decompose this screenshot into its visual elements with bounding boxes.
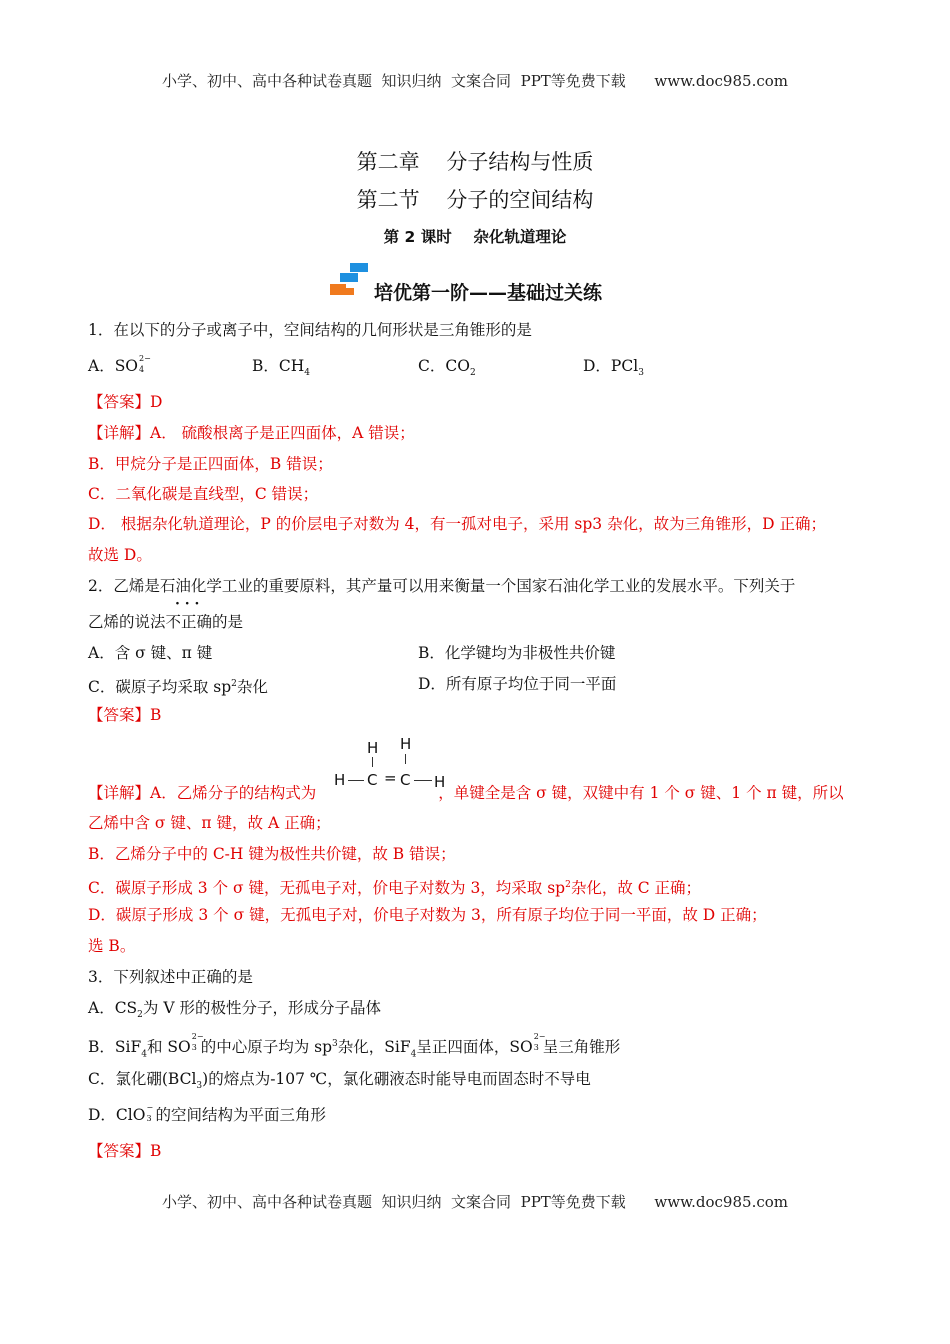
q2-detail-1: 【详解】A．乙烯分子的结构式为 ，单键全是含 σ 键，双键中有 1 个 σ 键、1 个 π 键，所以	[88, 784, 844, 802]
q3-answer: 【答案】B	[88, 1142, 162, 1160]
struct-h-top-left: H	[367, 739, 379, 757]
struct-h-right: H	[434, 773, 446, 791]
chapter-title: 第二章 分子结构与性质	[356, 150, 594, 174]
lesson-title: 第 2 课时 杂化轨道理论	[383, 228, 567, 246]
q1-option-b: B．$CH_4$	[252, 357, 311, 379]
q1-detail-1: 【详解】A． 硫酸根离子是正四面体，A 错误；	[88, 424, 415, 442]
q2-option-c: C．碳原子均采取 $sp^2$杂化	[88, 678, 268, 697]
struct-h-left: H	[334, 771, 346, 789]
emphasis-dots: · · ·	[175, 596, 200, 612]
page-footer: 小学、初中、高中各种试卷真题 知识归纳 文案合同 PPT等免费下载 www.doc985.com	[161, 1193, 788, 1211]
q3-option-d: D．ClO − 3 的空间结构为平面三角形	[88, 1103, 326, 1124]
q1-answer: 【答案】D	[88, 393, 163, 411]
q2-option-d: D．所有原子均位于同一平面	[418, 675, 617, 693]
struct-c1: C	[367, 771, 378, 789]
struct-h-top-right: H	[400, 735, 412, 753]
q2-stem-2: 乙烯的说法不正确的是	[88, 613, 244, 631]
q3-option-a: A．$CS_2$为 V 形的极性分子，形成分子晶体	[88, 999, 381, 1021]
q2-option-a: A．含 σ 键、π 键	[88, 644, 213, 662]
q3-option-c: C．氯化硼(BCl$_3$)的熔点为-107 ℃，氯化硼液态时能导电而固态时不导电	[88, 1070, 591, 1092]
q1-option-c: C．$CO_2$	[418, 357, 476, 379]
q2-answer: 【答案】B	[88, 706, 162, 724]
q1-option-d: D．PCl$_3$	[583, 357, 644, 379]
level-title: 培优第一阶——基础过关练	[374, 282, 603, 304]
q2-detail-2: 乙烯中含 σ 键、π 键，故 A 正确；	[88, 814, 331, 832]
q3-stem: 3．下列叙述中正确的是	[88, 968, 253, 986]
q2-option-b: B．化学键均为非极性共价键	[418, 644, 616, 662]
q2-stem-1: 2．乙烯是石油化学工业的重要原料，其产量可以用来衡量一个国家石油化学工业的发展水平。下列关于	[88, 577, 796, 595]
stairs-icon	[328, 262, 372, 298]
q1-stem: 1．在以下的分子或离子中，空间结构的几何形状是三角锥形的是	[88, 321, 532, 339]
q1-detail-4: D． 根据杂化轨道理论，P 的价层电子对数为 4，有一孤对电子，采用 sp3 杂化，故为三角锥形，D 正确；	[88, 515, 826, 533]
q1-detail-2: B．甲烷分子是正四面体，B 错误；	[88, 455, 333, 473]
section-title: 第二节 分子的空间结构	[356, 188, 594, 212]
q1-detail-3: C．二氧化碳是直线型，C 错误；	[88, 485, 319, 503]
q2-detail-5: D．碳原子形成 3 个 σ 键，无孤电子对，价电子对数为 3，所有原子均位于同一平面，故 D 正确；	[88, 906, 767, 924]
q3-option-b: B．SiF$_4$和 SO 2− 3 的中心原子均为 $sp^3$杂化，SiF$_4$呈正四面体，SO 2− 3 呈三角锥形	[88, 1032, 621, 1060]
q1-option-a: A．SO 2− 4	[88, 354, 151, 375]
q2-detail-3: B．乙烯分子中的 C-H 键为极性共价键，故 B 错误；	[88, 845, 456, 863]
page-header: 小学、初中、高中各种试卷真题 知识归纳 文案合同 PPT等免费下载 www.doc985.com	[161, 72, 788, 90]
q2-detail-4: C．碳原子形成 3 个 σ 键，无孤电子对，价电子对数为 3，均采取 $sp^2$杂化，故 C 正确；	[88, 879, 702, 898]
q2-detail-6: 选 B。	[88, 937, 136, 955]
struct-c2: C	[400, 771, 411, 789]
q1-detail-5: 故选 D。	[88, 546, 152, 564]
struct-double-bond: =	[384, 769, 397, 787]
